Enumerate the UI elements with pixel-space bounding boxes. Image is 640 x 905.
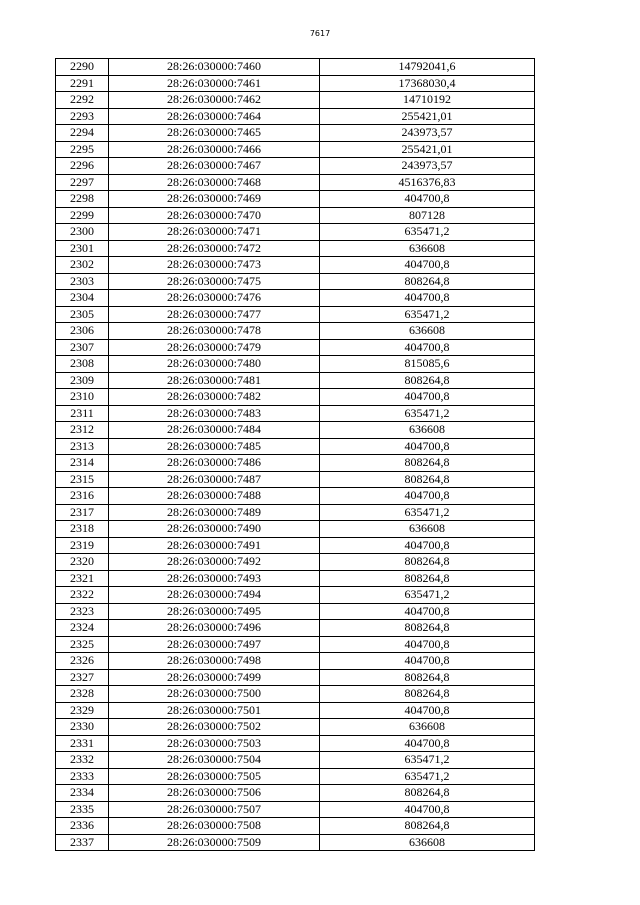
table-row: [56, 141, 535, 158]
cadastral-number-cell: 28:26:030000:7503: [109, 735, 320, 752]
cadastral-number-cell: 28:26:030000:7478: [109, 323, 320, 340]
table-row: [56, 158, 535, 175]
value-cell: 404700,8: [320, 702, 535, 719]
table-row: [56, 323, 535, 340]
cadastral-number-cell: 28:26:030000:7507: [109, 801, 320, 818]
row-number-cell: 2306: [56, 323, 109, 340]
cadastral-number-cell: 28:26:030000:7496: [109, 620, 320, 637]
table-row: [56, 405, 535, 422]
value-cell: 635471,2: [320, 587, 535, 604]
table-row: [56, 438, 535, 455]
value-cell: 14792041,6: [320, 59, 535, 76]
cadastral-number-cell: 28:26:030000:7498: [109, 653, 320, 670]
table-row: [56, 389, 535, 406]
row-number-cell: 2326: [56, 653, 109, 670]
row-number-cell: 2305: [56, 306, 109, 323]
value-cell: 404700,8: [320, 339, 535, 356]
value-cell: 255421,01: [320, 108, 535, 125]
row-number-cell: 2307: [56, 339, 109, 356]
cadastral-number-cell: 28:26:030000:7464: [109, 108, 320, 125]
row-number-cell: 2320: [56, 554, 109, 571]
value-cell: 808264,8: [320, 455, 535, 472]
value-cell: 404700,8: [320, 191, 535, 208]
value-cell: 404700,8: [320, 537, 535, 554]
row-number-cell: 2318: [56, 521, 109, 538]
row-number-cell: 2292: [56, 92, 109, 109]
cadastral-number-cell: 28:26:030000:7467: [109, 158, 320, 175]
row-number-cell: 2298: [56, 191, 109, 208]
row-number-cell: 2334: [56, 785, 109, 802]
table-row: [56, 537, 535, 554]
table-row: [56, 570, 535, 587]
table-row: [56, 174, 535, 191]
table-row: [56, 603, 535, 620]
row-number-cell: 2310: [56, 389, 109, 406]
cadastral-number-cell: 28:26:030000:7491: [109, 537, 320, 554]
row-number-cell: 2329: [56, 702, 109, 719]
cadastral-number-cell: 28:26:030000:7481: [109, 372, 320, 389]
cadastral-number-cell: 28:26:030000:7482: [109, 389, 320, 406]
cadastral-number-cell: 28:26:030000:7461: [109, 75, 320, 92]
table-row: [56, 834, 535, 851]
row-number-cell: 2290: [56, 59, 109, 76]
table-row: [56, 702, 535, 719]
table-row: [56, 636, 535, 653]
table-row: [56, 240, 535, 257]
table-body: [56, 59, 535, 851]
cadastral-number-cell: 28:26:030000:7487: [109, 471, 320, 488]
table-row: [56, 471, 535, 488]
row-number-cell: 2314: [56, 455, 109, 472]
table-row: [56, 92, 535, 109]
value-cell: 635471,2: [320, 306, 535, 323]
cadastral-number-cell: 28:26:030000:7489: [109, 504, 320, 521]
value-cell: 808264,8: [320, 471, 535, 488]
row-number-cell: 2323: [56, 603, 109, 620]
row-number-cell: 2324: [56, 620, 109, 637]
table-row: [56, 422, 535, 439]
row-number-cell: 2309: [56, 372, 109, 389]
row-number-cell: 2328: [56, 686, 109, 703]
cadastral-number-cell: 28:26:030000:7466: [109, 141, 320, 158]
row-number-cell: 2337: [56, 834, 109, 851]
table-row: [56, 554, 535, 571]
value-cell: 636608: [320, 422, 535, 439]
value-cell: 404700,8: [320, 636, 535, 653]
table-row: [56, 191, 535, 208]
value-cell: 243973,57: [320, 125, 535, 142]
row-number-cell: 2336: [56, 818, 109, 835]
cadastral-number-cell: 28:26:030000:7485: [109, 438, 320, 455]
value-cell: 404700,8: [320, 735, 535, 752]
value-cell: 808264,8: [320, 620, 535, 637]
cadastral-number-cell: 28:26:030000:7470: [109, 207, 320, 224]
table-row: [56, 735, 535, 752]
row-number-cell: 2300: [56, 224, 109, 241]
page-number: 7617: [309, 29, 331, 38]
cadastral-number-cell: 28:26:030000:7509: [109, 834, 320, 851]
cadastral-number-cell: 28:26:030000:7462: [109, 92, 320, 109]
row-number-cell: 2311: [56, 405, 109, 422]
row-number-cell: 2303: [56, 273, 109, 290]
cadastral-number-cell: 28:26:030000:7475: [109, 273, 320, 290]
cadastral-table: [55, 58, 535, 851]
table-row: [56, 356, 535, 373]
cadastral-number-cell: 28:26:030000:7471: [109, 224, 320, 241]
cadastral-number-cell: 28:26:030000:7472: [109, 240, 320, 257]
value-cell: 636608: [320, 719, 535, 736]
row-number-cell: 2335: [56, 801, 109, 818]
value-cell: 636608: [320, 834, 535, 851]
table-row: [56, 125, 535, 142]
table-row: [56, 339, 535, 356]
row-number-cell: 2319: [56, 537, 109, 554]
table-row: [56, 306, 535, 323]
row-number-cell: 2315: [56, 471, 109, 488]
value-cell: 808264,8: [320, 785, 535, 802]
row-number-cell: 2299: [56, 207, 109, 224]
table-row: [56, 686, 535, 703]
value-cell: 635471,2: [320, 504, 535, 521]
cadastral-number-cell: 28:26:030000:7497: [109, 636, 320, 653]
value-cell: 808264,8: [320, 686, 535, 703]
cadastral-number-cell: 28:26:030000:7495: [109, 603, 320, 620]
row-number-cell: 2308: [56, 356, 109, 373]
table-row: [56, 273, 535, 290]
value-cell: 635471,2: [320, 405, 535, 422]
value-cell: 404700,8: [320, 389, 535, 406]
row-number-cell: 2296: [56, 158, 109, 175]
value-cell: 404700,8: [320, 438, 535, 455]
cadastral-number-cell: 28:26:030000:7493: [109, 570, 320, 587]
value-cell: 243973,57: [320, 158, 535, 175]
value-cell: 14710192: [320, 92, 535, 109]
table-row: [56, 719, 535, 736]
cadastral-number-cell: 28:26:030000:7477: [109, 306, 320, 323]
value-cell: 17368030,4: [320, 75, 535, 92]
value-cell: 808264,8: [320, 372, 535, 389]
cadastral-number-cell: 28:26:030000:7490: [109, 521, 320, 538]
row-number-cell: 2325: [56, 636, 109, 653]
cadastral-number-cell: 28:26:030000:7479: [109, 339, 320, 356]
value-cell: 815085,6: [320, 356, 535, 373]
row-number-cell: 2304: [56, 290, 109, 307]
table-row: [56, 653, 535, 670]
cadastral-number-cell: 28:26:030000:7484: [109, 422, 320, 439]
table-row: [56, 59, 535, 76]
row-number-cell: 2294: [56, 125, 109, 142]
cadastral-number-cell: 28:26:030000:7486: [109, 455, 320, 472]
cadastral-number-cell: 28:26:030000:7494: [109, 587, 320, 604]
row-number-cell: 2321: [56, 570, 109, 587]
value-cell: 636608: [320, 323, 535, 340]
row-number-cell: 2331: [56, 735, 109, 752]
value-cell: 636608: [320, 240, 535, 257]
cadastral-number-cell: 28:26:030000:7476: [109, 290, 320, 307]
value-cell: 807128: [320, 207, 535, 224]
table-row: [56, 752, 535, 769]
cadastral-number-cell: 28:26:030000:7465: [109, 125, 320, 142]
cadastral-number-cell: 28:26:030000:7460: [109, 59, 320, 76]
cadastral-number-cell: 28:26:030000:7508: [109, 818, 320, 835]
value-cell: 404700,8: [320, 290, 535, 307]
value-cell: 636608: [320, 521, 535, 538]
table-row: [56, 801, 535, 818]
table-row: [56, 785, 535, 802]
cadastral-number-cell: 28:26:030000:7506: [109, 785, 320, 802]
cadastral-number-cell: 28:26:030000:7468: [109, 174, 320, 191]
table-row: [56, 455, 535, 472]
value-cell: 808264,8: [320, 570, 535, 587]
cadastral-number-cell: 28:26:030000:7505: [109, 768, 320, 785]
value-cell: 635471,2: [320, 224, 535, 241]
value-cell: 635471,2: [320, 752, 535, 769]
row-number-cell: 2313: [56, 438, 109, 455]
cadastral-number-cell: 28:26:030000:7501: [109, 702, 320, 719]
table-row: [56, 488, 535, 505]
row-number-cell: 2333: [56, 768, 109, 785]
table-row: [56, 620, 535, 637]
table-row: [56, 587, 535, 604]
row-number-cell: 2302: [56, 257, 109, 274]
value-cell: 808264,8: [320, 273, 535, 290]
value-cell: 808264,8: [320, 818, 535, 835]
value-cell: 404700,8: [320, 603, 535, 620]
table-row: [56, 504, 535, 521]
row-number-cell: 2332: [56, 752, 109, 769]
row-number-cell: 2301: [56, 240, 109, 257]
table-row: [56, 669, 535, 686]
table-row: [56, 75, 535, 92]
value-cell: 635471,2: [320, 768, 535, 785]
row-number-cell: 2317: [56, 504, 109, 521]
row-number-cell: 2291: [56, 75, 109, 92]
table-row: [56, 818, 535, 835]
row-number-cell: 2293: [56, 108, 109, 125]
row-number-cell: 2297: [56, 174, 109, 191]
value-cell: 404700,8: [320, 257, 535, 274]
table-row: [56, 521, 535, 538]
cadastral-number-cell: 28:26:030000:7483: [109, 405, 320, 422]
row-number-cell: 2322: [56, 587, 109, 604]
cadastral-number-cell: 28:26:030000:7504: [109, 752, 320, 769]
row-number-cell: 2327: [56, 669, 109, 686]
cadastral-number-cell: 28:26:030000:7473: [109, 257, 320, 274]
cadastral-number-cell: 28:26:030000:7469: [109, 191, 320, 208]
table-row: [56, 224, 535, 241]
cadastral-number-cell: 28:26:030000:7499: [109, 669, 320, 686]
value-cell: 404700,8: [320, 801, 535, 818]
value-cell: 404700,8: [320, 488, 535, 505]
table-row: [56, 257, 535, 274]
table-row: [56, 372, 535, 389]
cadastral-number-cell: 28:26:030000:7492: [109, 554, 320, 571]
value-cell: 404700,8: [320, 653, 535, 670]
table-row: [56, 290, 535, 307]
row-number-cell: 2330: [56, 719, 109, 736]
table-row: [56, 207, 535, 224]
cadastral-number-cell: 28:26:030000:7480: [109, 356, 320, 373]
cadastral-number-cell: 28:26:030000:7500: [109, 686, 320, 703]
row-number-cell: 2316: [56, 488, 109, 505]
table-row: [56, 768, 535, 785]
value-cell: 808264,8: [320, 554, 535, 571]
table-row: [56, 108, 535, 125]
value-cell: 4516376,83: [320, 174, 535, 191]
row-number-cell: 2312: [56, 422, 109, 439]
row-number-cell: 2295: [56, 141, 109, 158]
cadastral-number-cell: 28:26:030000:7502: [109, 719, 320, 736]
value-cell: 255421,01: [320, 141, 535, 158]
value-cell: 808264,8: [320, 669, 535, 686]
cadastral-number-cell: 28:26:030000:7488: [109, 488, 320, 505]
